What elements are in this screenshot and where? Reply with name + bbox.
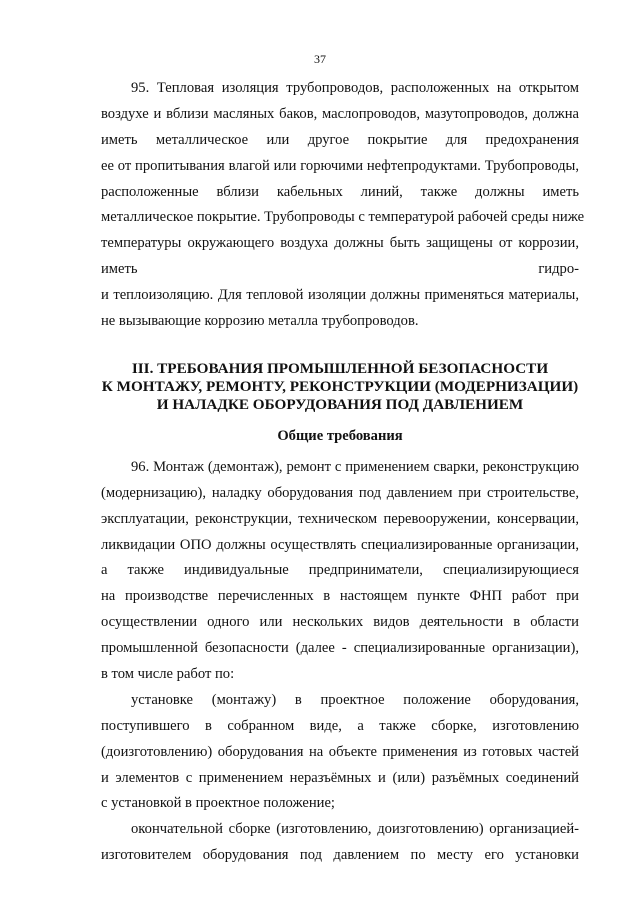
text-line: и теплоизоляцию. Для тепловой изоляции должны применяться материалы, <box>101 287 579 304</box>
text-line: установке (монтажу) в проектное положение оборудования, <box>131 691 579 708</box>
paragraph-96 <box>101 455 579 688</box>
list-item-final-assembly <box>101 817 579 869</box>
text-line: 96. Монтаж (демонтаж), ремонт с применением сварки, реконструкцию <box>131 458 579 475</box>
section-heading-line: К МОНТАЖУ, РЕМОНТУ, РЕКОНСТРУКЦИИ (МОДЕРНИЗАЦИИ) <box>101 377 579 395</box>
text-line: иметь гидро- <box>101 261 579 278</box>
page-content <box>101 76 585 869</box>
text-line: ликвидации ОПО должны осуществлять специализированные организации, <box>101 536 579 553</box>
text-line: 95. Тепловая изоляция трубопроводов, расположенных на открытом <box>131 80 579 96</box>
text-line: с установкой в проектное положение; <box>101 795 335 812</box>
text-line: промышленной безопасности (далее - специализированные организации), <box>101 640 579 657</box>
text-line: расположенные вблизи кабельных линий, также должны иметь <box>101 183 579 200</box>
text-line: в том числе работ по: <box>101 666 235 683</box>
text-line: ее от пропитывания влагой или горючими нефтепродуктами. Трубопроводы, <box>101 157 579 174</box>
section-heading-line: III. ТРЕБОВАНИЯ ПРОМЫШЛЕННОЙ БЕЗОПАСНОСТИ <box>131 359 549 377</box>
text-line: и элементов с применением неразъёмных и (или) разъёмных соединений <box>101 769 579 786</box>
section-heading <box>101 360 579 414</box>
text-line: поступившего в собранном виде, а также сборке, изготовлению <box>101 717 579 734</box>
text-line: на производстве перечисленных в настоящем пункте ФНП работ при <box>101 588 579 605</box>
section-heading-line: И НАЛАДКЕ ОБОРУДОВАНИЯ ПОД ДАВЛЕНИЕМ <box>156 395 524 413</box>
text-line: эксплуатации, реконструкции, техническом перевооружении, консервации, <box>101 510 579 527</box>
text-line: воздухе и вблизи масляных баков, маслопроводов, мазутопроводов, должна <box>101 105 579 122</box>
text-line: иметь металлическое или другое покрытие для предохранения <box>101 131 579 148</box>
text-line: температуры окружающего воздуха должны быть защищены от коррозии, <box>101 235 579 252</box>
text-line: (модернизацию), наладку оборудования под давлением при строительстве, <box>101 484 579 501</box>
text-line: не вызывающие коррозию металла трубопроводов. <box>101 313 419 330</box>
text-line: (доизготовлению) оборудования на объекте применения из готовых частей <box>101 743 579 760</box>
page-number: 37 <box>314 52 326 66</box>
text-line: изготовителем оборудования под давлением по месту его установки <box>101 847 579 864</box>
text-line: осуществлении одного или нескольких видов деятельности в области <box>101 614 579 631</box>
paragraph-95 <box>101 76 585 335</box>
text-line: а также индивидуальные предприниматели, специализирующиеся <box>101 562 579 579</box>
subheading: Общие требования <box>277 427 403 444</box>
list-item-installation <box>101 688 579 817</box>
text-line: металлическое покрытие. Трубопроводы с температурой рабочей среды ниже <box>101 209 585 226</box>
text-line: окончательной сборке (изготовлению, доизготовлению) организацией- <box>131 821 579 838</box>
